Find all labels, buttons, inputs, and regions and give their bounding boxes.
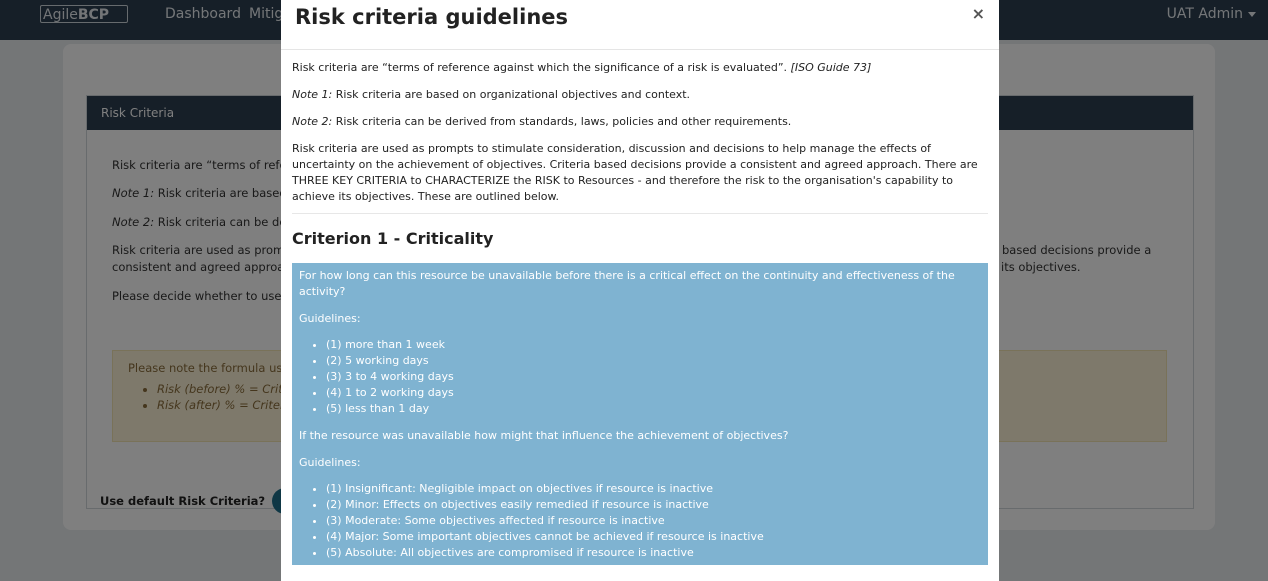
note2-paragraph: Note 2: Risk criteria can be derived from standards, laws, policies and other requirements. — [292, 115, 792, 128]
modal-header — [281, 0, 999, 50]
list-item: • (1) more than 1 week — [326, 337, 981, 353]
list-item: • (1) Insignificant: Negligible impact on objectives if resource is inactive — [326, 481, 981, 497]
guidelines-label: Guidelines: — [299, 456, 361, 469]
modal-body — [292, 60, 988, 565]
unavailability-guidelines — [299, 337, 981, 417]
intro-paragraph: Risk criteria are “terms of reference against which the significance of a risk is evaluated”. [ISO Guide 73] — [292, 61, 872, 74]
close-button[interactable]: × — [971, 4, 985, 23]
question-objectives: If the resource was unavailable how might that influence the achievement of objectives? — [299, 429, 789, 442]
note1-paragraph: Note 1: Risk criteria are based on organizational objectives and context. — [292, 88, 691, 101]
list-item: • (5) less than 1 day — [326, 401, 981, 417]
criticality-guidelines-box — [292, 263, 988, 565]
list-item: • (2) Minor: Effects on objectives easily remedied if resource is inactive — [326, 497, 981, 513]
risk-criteria-modal — [281, 0, 999, 581]
divider — [292, 213, 988, 214]
criterion-title: Criterion 1 - Criticality — [292, 229, 494, 248]
objectives-guidelines — [299, 481, 981, 561]
iso-reference: [ISO Guide 73] — [790, 61, 872, 74]
criteria-paragraph: Risk criteria are used as prompts to stimulate consideration, discussion and decisions to help manage the effects of uncertainty on the achievement of objectives. Criteria based decisions provide a consistent and agreed approach. There are THREE KEY CRITERIA to CHARACTERIZE the RISK to Resources - and therefore the risk to the organisation's capability to achieve its objectives. These are outlined below. — [292, 142, 978, 203]
modal-title: Risk criteria guidelines — [295, 5, 569, 29]
list-item: • (4) 1 to 2 working days — [326, 385, 981, 401]
guidelines-label: Guidelines: — [299, 312, 361, 325]
list-item: • (3) Moderate: Some objectives affected if resource is inactive — [326, 513, 981, 529]
question-unavailability: For how long can this resource be unavailable before there is a critical effect on the continuity and effectiveness of the activity? — [299, 269, 955, 298]
list-item: • (4) Major: Some important objectives cannot be achieved if resource is inactive — [326, 529, 981, 545]
list-item: • (5) Absolute: All objectives are compromised if resource is inactive — [326, 545, 981, 561]
list-item: • (2) 5 working days — [326, 353, 981, 369]
list-item: • (3) 3 to 4 working days — [326, 369, 981, 385]
